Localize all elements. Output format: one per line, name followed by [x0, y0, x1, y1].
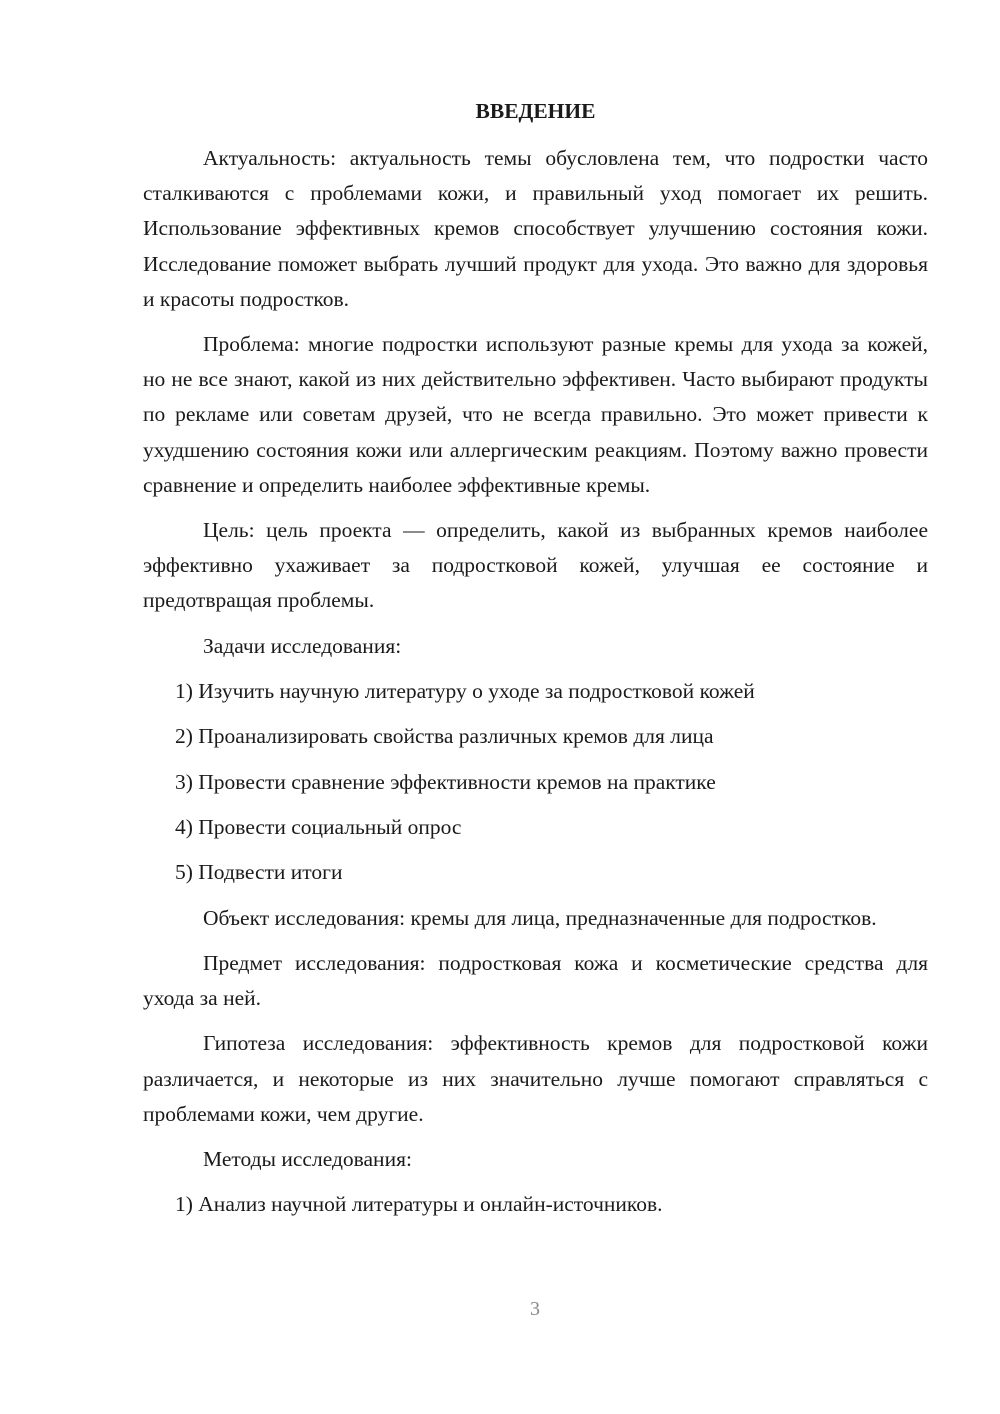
- task-item: 5) Подвести итоги: [175, 860, 343, 885]
- methods-label: Методы исследования:: [203, 1147, 412, 1172]
- relevance-paragraph: Актуальность: актуальность темы обусловлена тем, что подростки часто сталкиваются с проблемами кожи, и правильный уход помогает их решить. Использование эффективных кремов способствует улучшению состояния кожи. Исследование поможет выбрать лучший продукт для ухода. Это важно для здоровья и красоты подростков.: [143, 146, 928, 311]
- section-title: ВВЕДЕНИЕ: [475, 99, 596, 123]
- tasks-label: Задачи исследования:: [203, 633, 402, 658]
- page-content: [143, 94, 928, 1233]
- task-item: 4) Провести социальный опрос: [175, 815, 462, 840]
- task-item: 3) Провести сравнение эффективности кремов на практике: [175, 769, 716, 794]
- page-number: 3: [530, 1298, 540, 1320]
- hypothesis-paragraph: Гипотеза исследования: эффективность кремов для подростковой кожи различается, и некоторые из них значительно лучше помогают справляться с проблемами кожи, чем другие.: [143, 1031, 928, 1126]
- object-paragraph: Объект исследования: кремы для лица, предназначенные для подростков.: [203, 905, 877, 930]
- task-item: 1) Изучить научную литературу о уходе за подростковой кожей: [175, 678, 755, 703]
- method-item: 1) Анализ научной литературы и онлайн-источников.: [175, 1192, 663, 1217]
- methods-list: [143, 1187, 928, 1222]
- goal-paragraph: Цель: цель проекта — определить, какой из выбранных кремов наиболее эффективно ухаживает за подростковой кожей, улучшая ее состояние и предотвращая проблемы.: [143, 518, 928, 613]
- problem-paragraph: Проблема: многие подростки используют разные кремы для ухода за кожей, но не все знают, какой из них действительно эффективен. Часто выбирают продукты по рекламе или советам друзей, что не всегда правильно. Это может привести к ухудшению состояния кожи или аллергическим реакциям. Поэтому важно провести сравнение и определить наиболее эффективные кремы.: [143, 332, 928, 497]
- subject-paragraph: Предмет исследования: подростковая кожа и косметические средства для ухода за ней.: [143, 951, 928, 1011]
- task-item: 2) Проанализировать свойства различных кремов для лица: [175, 724, 714, 749]
- tasks-list: [143, 674, 928, 891]
